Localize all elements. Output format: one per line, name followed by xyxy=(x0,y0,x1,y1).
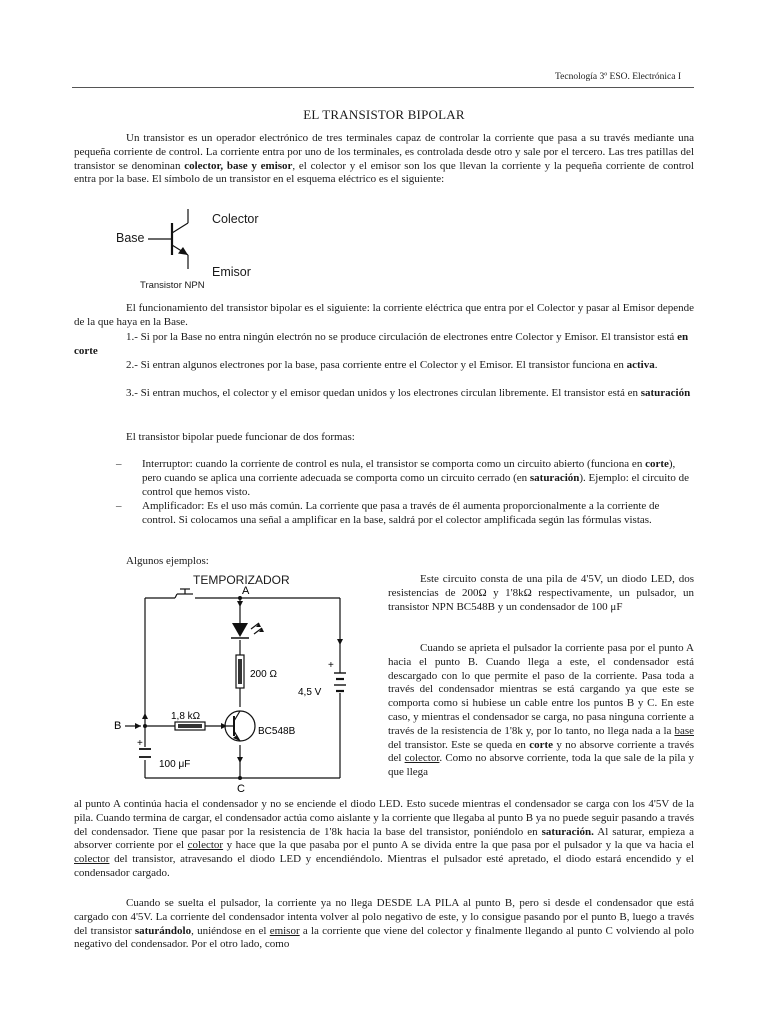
symbol-caption: Transistor NPN xyxy=(140,280,205,291)
formas-intro: El transistor bipolar puede funcionar de dos formas: xyxy=(126,431,355,443)
node-label-b: B xyxy=(114,720,122,732)
state-activa: 2.- Si entran algunos electrones por la base, pasa corriente entre el Colector y el Emisor. El transistor funciona en activa. xyxy=(126,359,658,371)
ejemplos-heading: Algunos ejemplos: xyxy=(126,555,209,567)
page-title: EL TRANSISTOR BIPOLAR xyxy=(303,107,465,122)
intro-paragraph: Un transistor es un operador electrónico de tres terminales capaz de controlar la corriente que pasa a su través mediante una pequeña corriente de control. La corriente entra por uno de los terminales, es controlada desde otro y sale por el tercero. Las tres patillas del transistor se denominan colector, base y emisor, el colector y el emisor son los que llevan la corriente y la pequeña corriente de control entra por la base. El símbolo de un transistor en el esquema eléctrico es el siguiente: xyxy=(74,132,694,186)
final-paragraph: Cuando se suelta el pulsador, la corriente ya no llega DESDE LA PILA al punto B, pero si desde el condensador que está cargado con 4'5V. La corriente del condensador intenta volver al polo negativo de este, y lo consigue pasando por el punto B, luego a través del transistor saturándolo, uniéndose en el emisor a la corriente que viene del colector y finalmente llegando al punto C volviendo al polo negativo del condensador. Por el otro lado, como xyxy=(74,897,694,951)
transistor-symbol xyxy=(140,205,210,275)
state-saturacion: 3.- Si entran muchos, el colector y el emisor quedan unidos y los electrones circulan libremente. El transistor está en saturación xyxy=(126,387,691,399)
circuit-explanation: Cuando se aprieta el pulsador la corriente pasa por el punto A hacia el punto B. Cuando llega a este, el condensador está descargado con lo que permite el paso de la corriente. Pasa toda a través del condensador mientras se está cargando ya que este se comporta como si hubiese un cable entre los puntos B y C. En este caso, y mientras el condensador se carga, no pasa ninguna corriente a través de la resistencia de 1'8k y, por lo tanto, no llega nada a la base del transistor. Este se queda en corte y no absorve corriente a través del colector. Como no absorve corriente, toda la que sale de la pila y que llega xyxy=(388,642,694,779)
header-rule xyxy=(72,87,694,88)
terminal-names: colector, base y emisor xyxy=(184,159,293,172)
transistor-label: BC548B xyxy=(258,726,296,737)
base-resistor-label: 1,8 kΩ xyxy=(171,711,201,722)
battery-plus: + xyxy=(328,660,334,671)
symbol-label-colector: Colector xyxy=(212,212,259,226)
circuit-description: Este circuito consta de una pila de 4'5V, un diodo LED, dos resistencias de 200Ω y 1'8kΩ respectivamente, un pulsador, un transistor NPN BC548B y un condensador de 100 μF xyxy=(388,573,694,613)
circuit-title: TEMPORIZADOR xyxy=(193,573,290,587)
node-label-a: A xyxy=(242,585,250,597)
symbol-label-emisor: Emisor xyxy=(212,265,251,279)
led-resistor-label: 200 Ω xyxy=(250,669,277,680)
symbol-label-base: Base xyxy=(116,231,145,245)
state-corte: 1.- Si por la Base no entra ningún electrón no se produce circulación de electrones entre Colector y Emisor. El transistor está en corte xyxy=(74,331,689,357)
temporizador-circuit xyxy=(115,585,365,800)
continuation-paragraph: al punto A continúa hacia el condensador y no se enciende el diodo LED. Esto sucede mientras el condensador se carga con los 4'5V de la pila. Cuando termina de cargar, el condensador actúa como aislante y la corriente que llegaba al punto B ya no puede seguir pasando a través del condensador. Tiene que pasar por la resistencia de 1'8k hacia la base del transistor, poniéndolo en saturación. Al saturar, empieza a absorver corriente por el colector y hace que la que pasaba por el punto A se divida entre la que pasa por el pulsador y la que va hacia el colector del transistor, atravesando el diodo LED y encendiéndolo. Mientras el pulsador esté apretado, el diodo estará encendido y el condensador cargado. xyxy=(74,798,695,879)
funcionamiento-paragraph: El funcionamiento del transistor bipolar es el siguiente: la corriente eléctrica que entra por el Colector y pasar al Emisor depende de la que haya en la Base. xyxy=(74,302,694,328)
page-header: Tecnología 3º ESO. Electrónica I xyxy=(555,72,682,82)
bullet-interruptor: Interruptor: cuando la corriente de control es nula, el transistor se comporta como un circuito abierto (funciona en corte), pero cuando se aplica una corriente adecuada se comporta como un circuito cerrado (en saturación). Ejemplo: el circuito de control que hemos visto. xyxy=(142,458,690,498)
bullet-amplificador: Amplificador: Es el uso más común. La corriente que pasa a través de él aumenta proporcionalmente a la corriente de control. Si colocamos una señal a amplificar en la base, saldrá por el colector amplificada según las fórmulas vistas. xyxy=(142,500,660,526)
capacitor-plus: + xyxy=(137,738,143,749)
battery-label: 4,5 V xyxy=(298,687,322,698)
bullet-dash: – xyxy=(116,500,122,512)
bullet-dash: – xyxy=(116,458,122,470)
node-label-c: C xyxy=(237,783,245,795)
capacitor-label: 100 μF xyxy=(159,759,191,770)
